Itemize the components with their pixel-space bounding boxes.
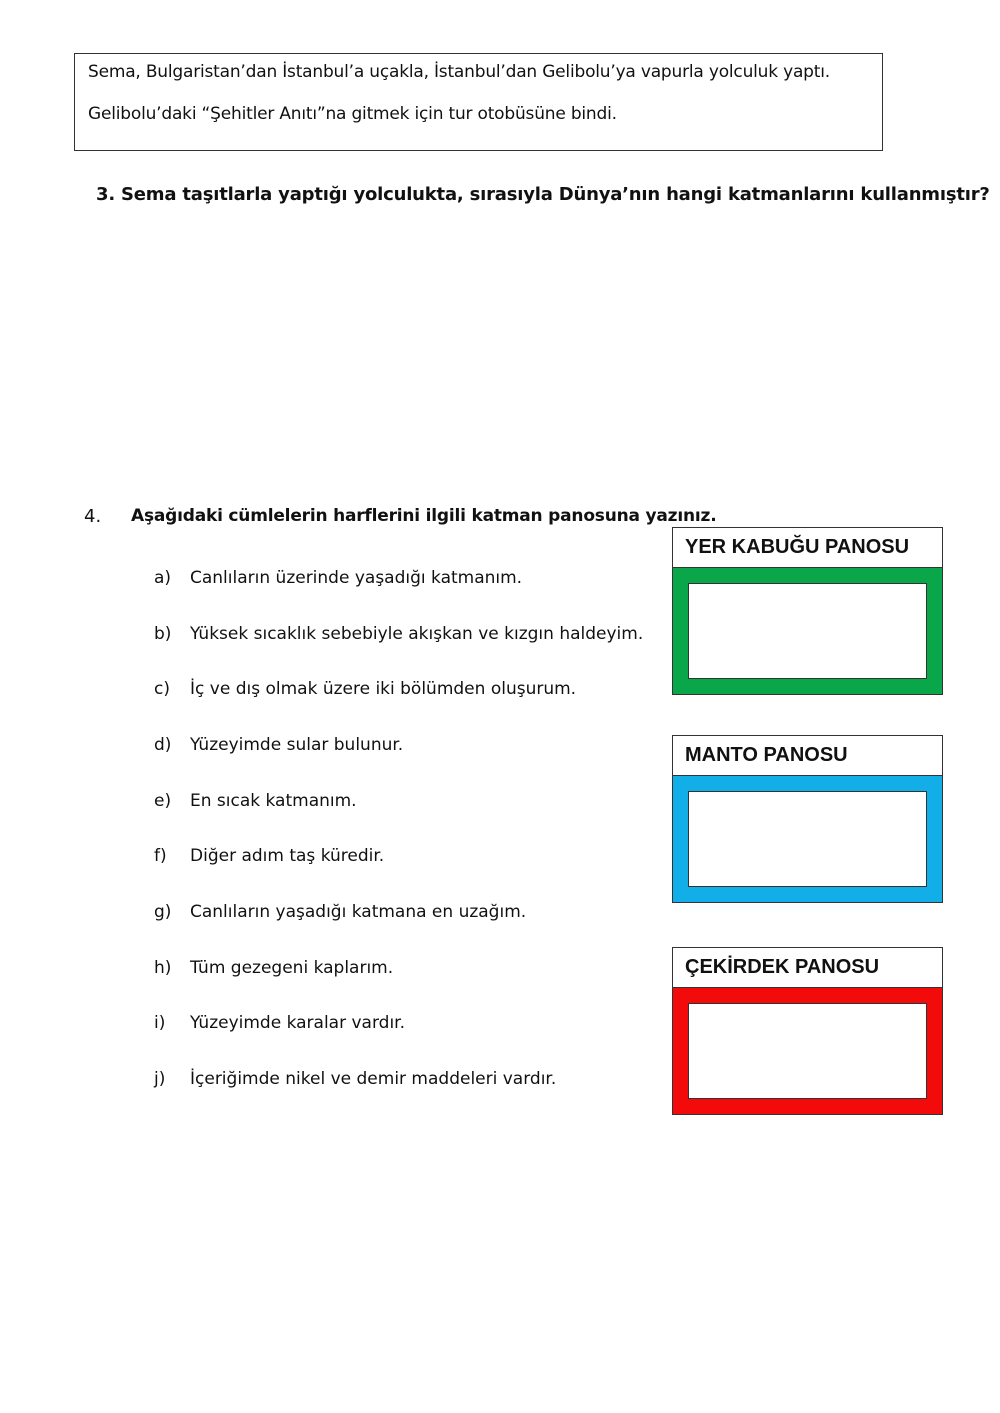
panel-title: ÇEKİRDEK PANOSU (672, 947, 943, 987)
item-text: Yüksek sıcaklık sebebiyle akışkan ve kızgın haldeyim. (190, 624, 644, 644)
panel-cekirdek (672, 947, 943, 1115)
list-item (154, 624, 643, 644)
item-letter: i) (154, 1013, 166, 1033)
item-letter: b) (154, 624, 172, 644)
item-text: Diğer adım taş küredir. (190, 846, 385, 866)
item-text: Canlıların yaşadığı katmana en uzağım. (190, 902, 527, 922)
item-text: En sıcak katmanım. (190, 791, 357, 811)
panel-frame (672, 567, 943, 695)
item-text: Yüzeyimde karalar vardır. (190, 1013, 406, 1033)
story-line-1: Sema, Bulgaristan’dan İstanbul’a uçakla, İstanbul’dan Gelibolu’ya vapurla yolculuk yaptı. (88, 62, 830, 82)
list-item (154, 958, 393, 978)
item-text: Tüm gezegeni kaplarım. (190, 958, 394, 978)
item-text: İç ve dış olmak üzere iki bölümden oluşurum. (190, 679, 577, 699)
list-item (154, 791, 357, 811)
panel-frame (672, 987, 943, 1115)
panel-yer-kabugu (672, 527, 943, 695)
list-item (154, 735, 403, 755)
panel-title: MANTO PANOSU (672, 735, 943, 775)
item-letter: f) (154, 846, 167, 866)
item-letter: d) (154, 735, 172, 755)
drop-zone-manto[interactable] (688, 791, 927, 887)
list-item (154, 846, 384, 866)
story-line-2: Gelibolu’daki “Şehitler Anıtı”na gitmek için tur otobüsüne bindi. (88, 104, 617, 124)
panel-manto (672, 735, 943, 903)
item-letter: g) (154, 902, 172, 922)
item-letter: e) (154, 791, 172, 811)
item-letter: h) (154, 958, 172, 978)
item-text: Canlıların üzerinde yaşadığı katmanım. (190, 568, 523, 588)
question-3: 3. Sema taşıtlarla yaptığı yolculukta, sırasıyla Dünya’nın hangi katmanlarını kullanmıştır? (96, 184, 990, 205)
item-text: İçeriğimde nikel ve demir maddeleri vardır. (190, 1069, 557, 1089)
question-4-number: 4. (84, 506, 102, 527)
panel-frame (672, 775, 943, 903)
panel-title: YER KABUĞU PANOSU (672, 527, 943, 567)
list-item (154, 568, 522, 588)
list-item (154, 679, 576, 699)
item-letter: a) (154, 568, 172, 588)
story-box (74, 53, 883, 151)
drop-zone-cekirdek[interactable] (688, 1003, 927, 1099)
item-text: Yüzeyimde sular bulunur. (190, 735, 404, 755)
list-item (154, 1013, 405, 1033)
list-item (154, 1069, 556, 1089)
item-letter: c) (154, 679, 170, 699)
question-4-text: Aşağıdaki cümlelerin harflerini ilgili katman panosuna yazınız. (131, 506, 717, 526)
list-item (154, 902, 526, 922)
drop-zone-yer-kabugu[interactable] (688, 583, 927, 679)
item-letter: j) (154, 1069, 166, 1089)
